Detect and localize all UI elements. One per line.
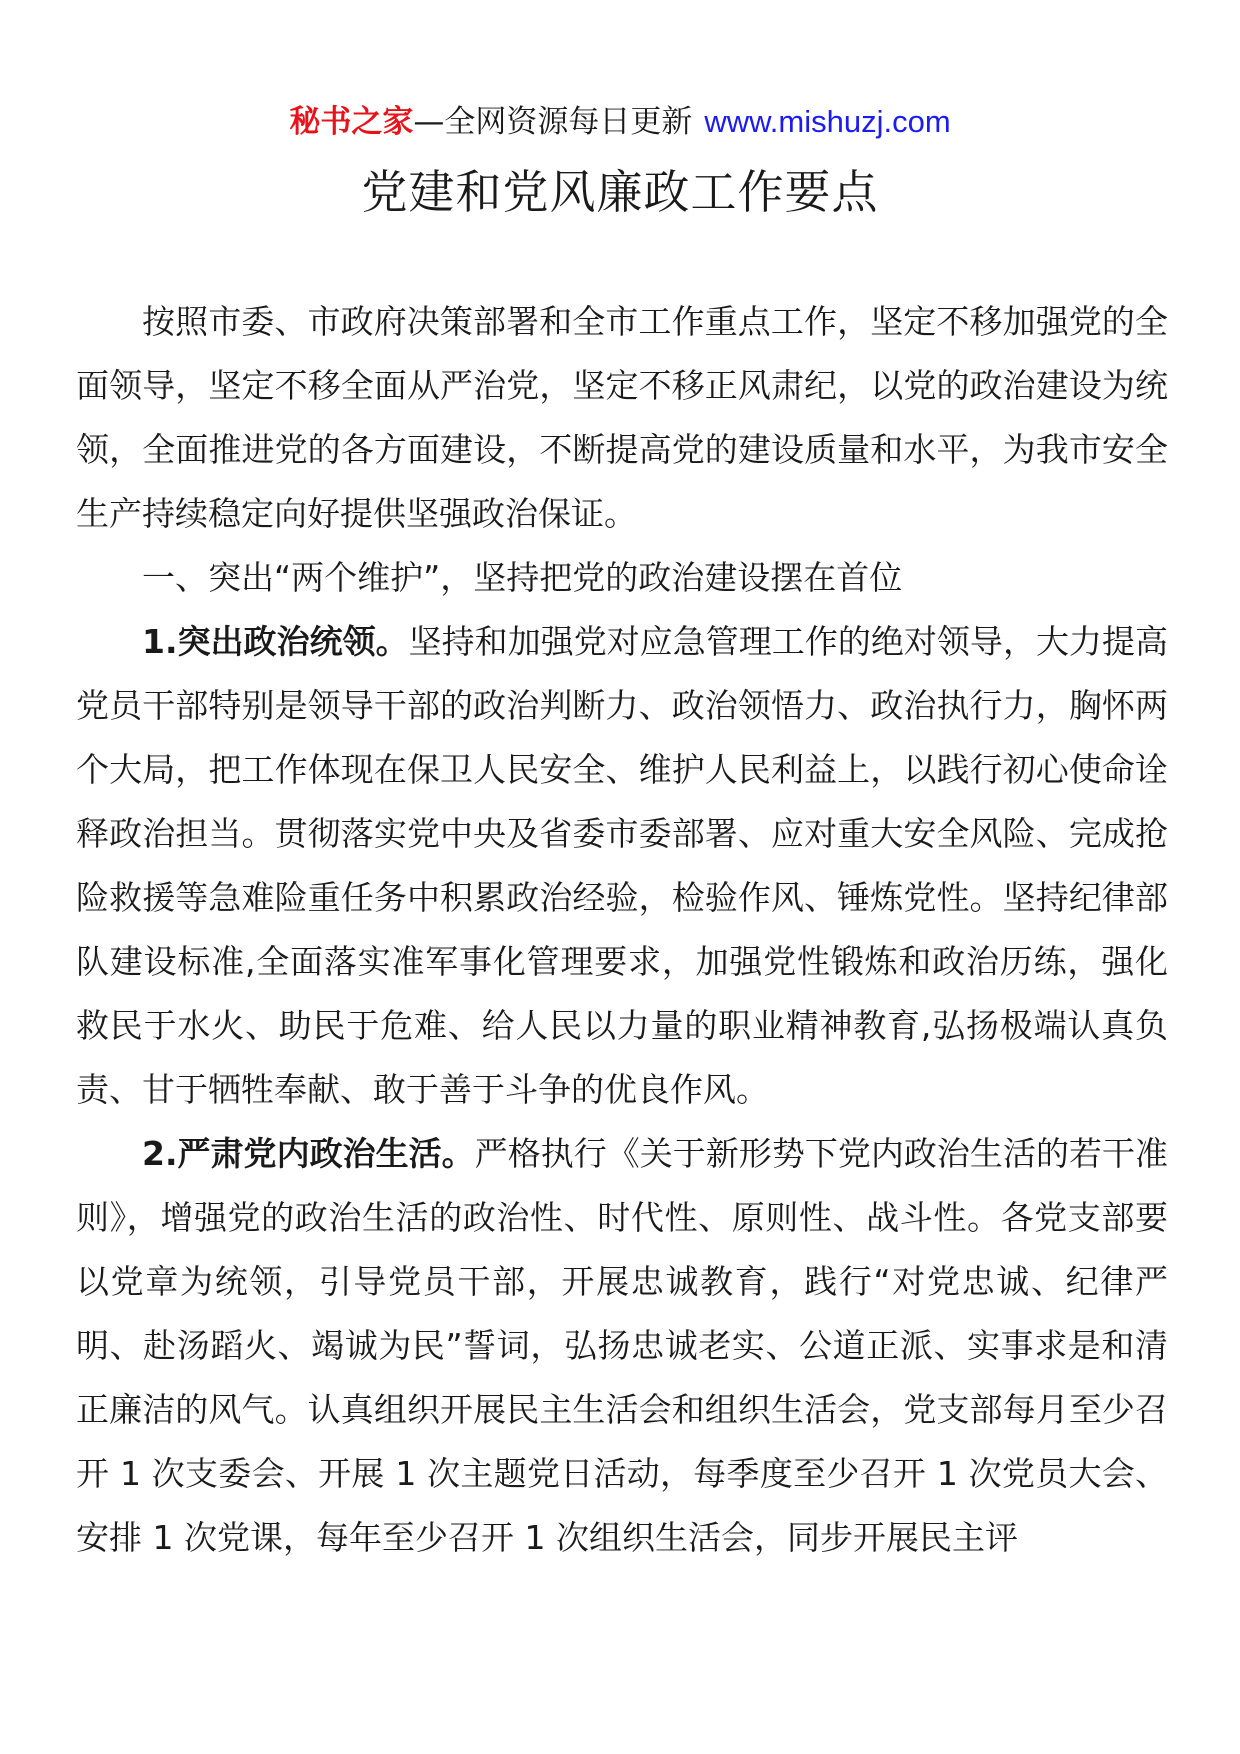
intro-paragraph: 按照市委、市政府决策部署和全市工作重点工作，坚定不移加强党的全面领导，坚定不移全面从严治党，坚定不移正风肃纪，以党的政治建设为统领，全面推进党的各方面建设，不断提高党的建设质量和水平，为我市安全生产持续稳定向好提供坚强政治保证。 xyxy=(76,302,1168,533)
document-title: 党建和党风廉政工作要点 xyxy=(361,165,879,219)
document-body xyxy=(76,290,1168,1570)
item-2-body: 严格执行《关于新形势下党内政治生活的若干准则》，增强党的政治生活的政治性、时代性、原则性、战斗性。各党支部要以党章为统领，引导党员干部，开展忠诚教育，践行“对党忠诚、纪律严明、赴汤蹈火、竭诚为民”誓词，弘扬忠诚老实、公道正派、实事求是和清正廉洁的风气。认真组织开展民主生活会和组织生活会，党支部每月至少召开 1 次支委会、开展 1 次主题党日活动，每季度至少召开 1 次党员大会、安排 1 次党课，每年至少召开 1 次组织生活会，同步开展民主评 xyxy=(76,1134,1169,1557)
item-1-paragraph xyxy=(76,610,1168,1122)
item-2-paragraph xyxy=(76,1122,1168,1570)
item-2-lead: 2.严肃党内政治生活。 xyxy=(142,1134,475,1173)
site-url-link[interactable]: www.mishuzj.com xyxy=(704,104,951,139)
site-header xyxy=(0,100,1240,144)
section-heading: 一、突出“两个维护”，坚持把党的政治建设摆在首位 xyxy=(142,558,903,597)
item-1-lead: 1.突出政治统领。 xyxy=(142,622,409,661)
item-1-body: 坚持和加强党对应急管理工作的绝对领导，大力提高党员干部特别是领导干部的政治判断力、政治领悟力、政治执行力，胸怀两个大局，把工作体现在保卫人民安全、维护人民利益上，以践行初心使命诠释政治担当。贯彻落实党中央及省委市委部署、应对重大安全风险、完成抢险救援等急难险重任务中积累政治经验，检验作风、锤炼党性。坚持纪律部队建设标准,全面落实准军事化管理要求，加强党性锻炼和政治历练，强化救民于水火、助民于危难、给人民以力量的职业精神教育,弘扬极端认真负责、甘于牺牲奉献、敢于善于斗争的优良作风。 xyxy=(76,622,1169,1109)
header-slogan: —全网资源每日更新 xyxy=(413,104,693,140)
brand-name: 秘书之家 xyxy=(289,104,414,140)
